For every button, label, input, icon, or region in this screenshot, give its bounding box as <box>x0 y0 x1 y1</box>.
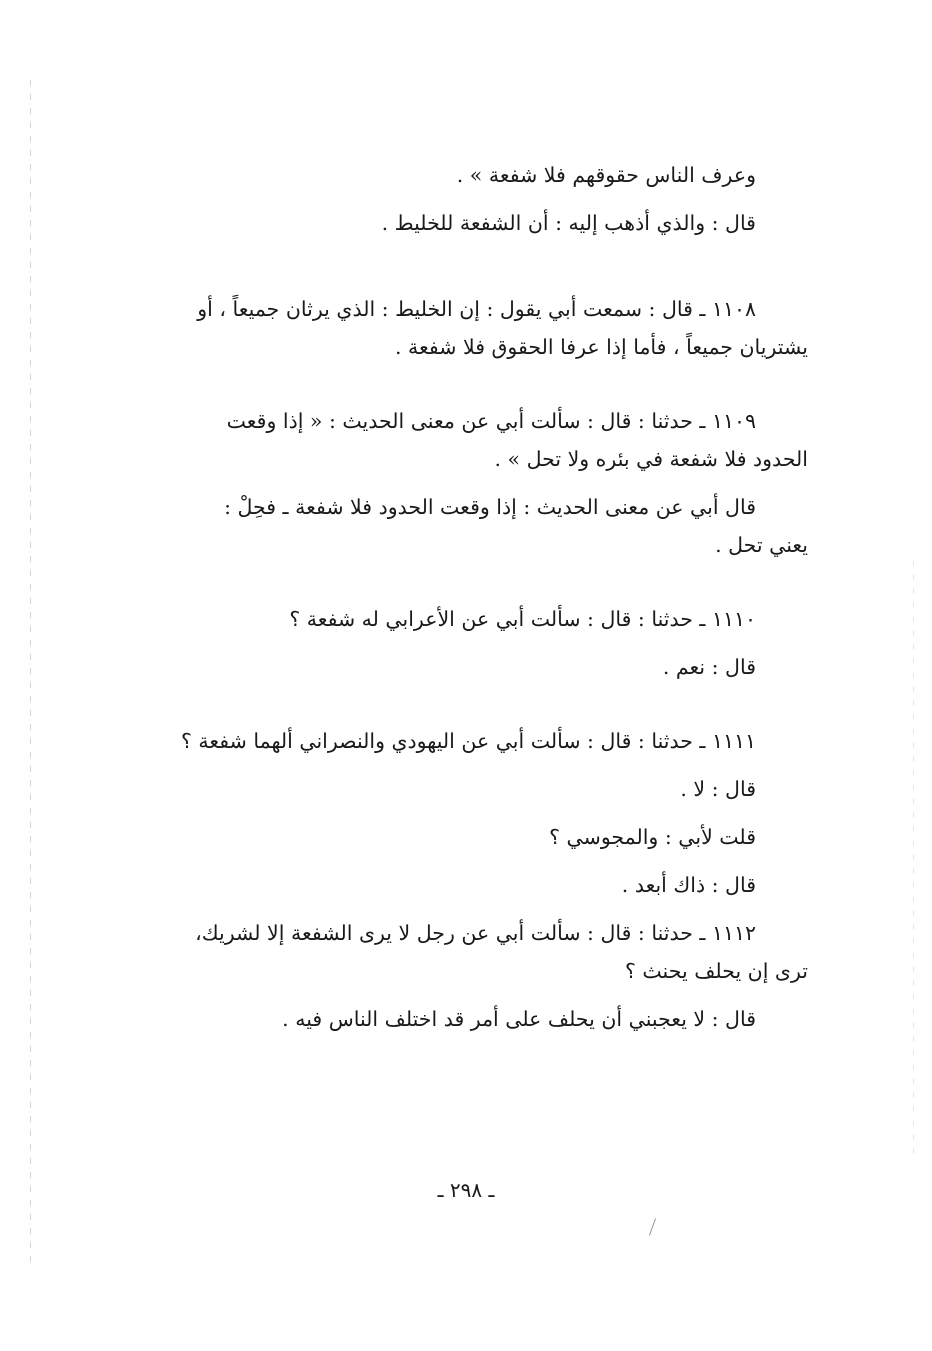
hadith-1108-line: ١١٠٨ ـ قال : سمعت أبي يقول : إن الخليط : الذي يرثان جميعاً ، أو <box>197 297 756 321</box>
text-line: الحدود فلا شفعة في بئره ولا تحل » . <box>494 447 808 471</box>
text-line: قال : نعم . <box>662 655 756 679</box>
text-line: وعرف الناس حقوقهم فلا شفعة » . <box>456 163 756 187</box>
hadith-1110-line: ١١١٠ ـ حدثنا : قال : سألت أبي عن الأعرابي له شفعة ؟ <box>289 607 756 631</box>
hadith-1109-line: ١١٠٩ ـ حدثنا : قال : سألت أبي عن معنى الحديث : « إذا وقعت <box>226 409 756 433</box>
hadith-1112-line: ١١١٢ ـ حدثنا : قال : سألت أبي عن رجل لا يرى الشفعة إلا لشريك، <box>195 921 756 945</box>
scan-mark <box>649 1218 656 1235</box>
page-body <box>152 156 808 1038</box>
text-line: قلت لأبي : والمجوسي ؟ <box>549 825 756 849</box>
text-line: قال : لا يعجبني أن يحلف على أمر قد اختلف الناس فيه . <box>282 1007 756 1031</box>
text-line: قال : والذي أذهب إليه : أن الشفعة للخليط . <box>381 211 756 235</box>
text-line: قال : ذاك أبعد . <box>621 873 756 897</box>
text-line: يشتريان جميعاً ، فأما إذا عرفا الحقوق فلا شفعة . <box>394 335 808 359</box>
text-line: ترى إن يحلف يحنث ؟ <box>625 959 808 983</box>
text-line: يعني تحل . <box>715 533 808 557</box>
page-number: ـ ٢٩٨ ـ <box>437 1178 495 1202</box>
text-line: قال : لا . <box>680 777 756 801</box>
scan-margin-line <box>30 80 31 1270</box>
text-line: قال أبي عن معنى الحديث : إذا وقعت الحدود فلا شفعة ـ فحِلْ : <box>224 495 756 519</box>
hadith-1111-line: ١١١١ ـ حدثنا : قال : سألت أبي عن اليهودي والنصراني ألهما شفعة ؟ <box>181 729 756 753</box>
scan-margin-line-right <box>913 560 914 1160</box>
